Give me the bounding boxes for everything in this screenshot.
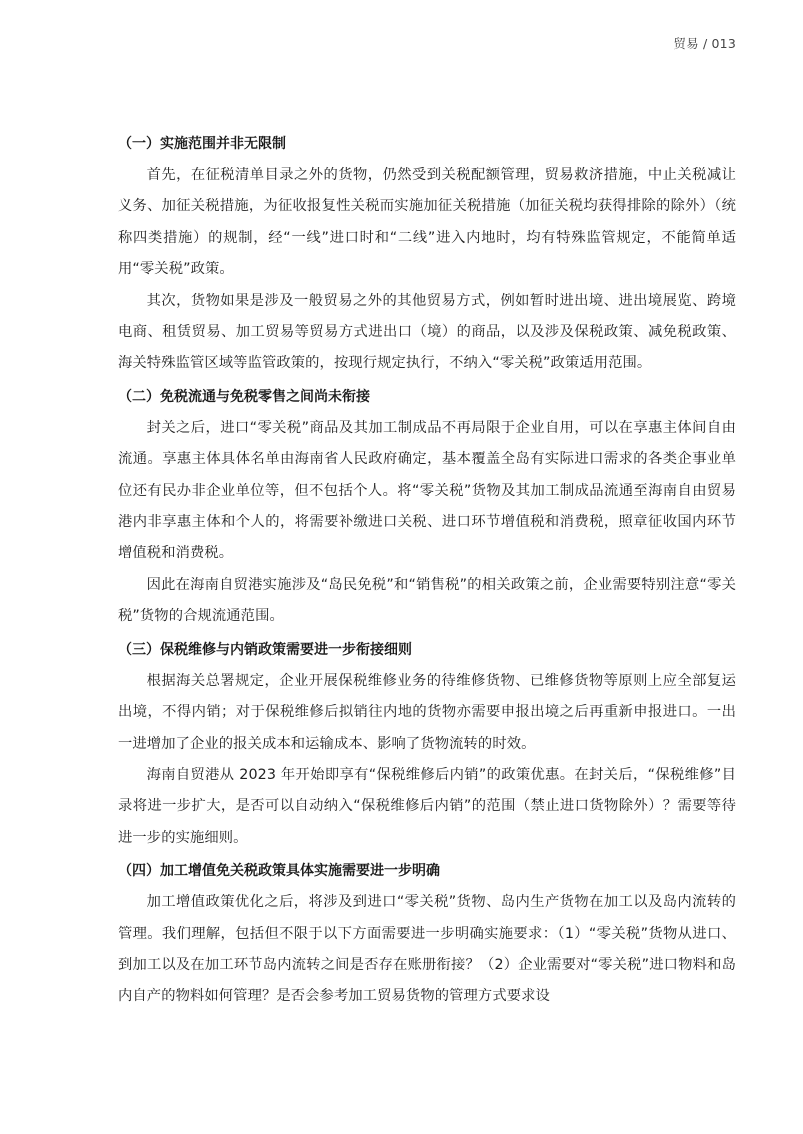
paragraph: 加工增值政策优化之后，将涉及到进口“零关税”货物、岛内生产货物在加工以及岛内流转的管理。我们理解，包括但不限于以下方面需要进一步明确实施要求：（1）“零关税”货物从进口、到加工以及在加工环节岛内流转之间是否存在账册衔接？（2）企业需要对“零关税”进口物料和岛内自产的物料如何管理？是否会参考加工贸易货物的管理方式要求设	[118, 894, 736, 1005]
document-body	[118, 128, 736, 1013]
section-heading: （二）免税流通与免税零售之间尚未衔接	[118, 388, 370, 405]
paragraph: 根据海关总署规定，企业开展保税维修业务的待维修货物、已维修货物等原则上应全部复运出境，不得内销；对于保税维修后拟销往内地的货物亦需要申报出境之后再重新申报进口。一出一进增加了企业的报关成本和运输成本、影响了货物流转的时效。	[118, 672, 736, 752]
paragraph: 首先，在征税清单目录之外的货物，仍然受到关税配额管理，贸易救济措施，中止关税减让义务、加征关税措施，为征收报复性关税而实施加征关税措施（加征关税均获得排除的除外）（统称四类措施）的规制，经“一线”进口时和“二线”进入内地时，均有特殊监管规定，不能简单适用“零关税”政策。	[118, 167, 736, 278]
section-heading: （三）保税维修与内销政策需要进一步衔接细则	[118, 641, 412, 658]
paragraph: 封关之后，进口“零关税”商品及其加工制成品不再局限于企业自用，可以在享惠主体间自由流通。享惠主体具体名单由海南省人民政府确定，基本覆盖全岛有实际进口需求的各类企事业单位还有民办非企业单位等，但不包括个人。将“零关税”货物及其加工制成品流通至海南自由贸易港内非享惠主体和个人的，将需要补缴进口关税、进口环节增值税和消费税，照章征收国内环节增值税和消费税。	[118, 419, 736, 562]
section-heading: （一）实施范围并非无限制	[118, 136, 286, 152]
section-heading: （四）加工增值免关税政策具体实施需要进一步明确	[118, 863, 440, 880]
page-header: 贸易 / 013	[673, 36, 736, 51]
paragraph: 因此在海南自贸港实施涉及“岛民免税”和“销售税”的相关政策之前，企业需要特别注意“零关税”货物的合规流通范围。	[118, 576, 736, 625]
paragraph: 其次，货物如果是涉及一般贸易之外的其他贸易方式，例如暂时进出境、进出境展览、跨境电商、租赁贸易、加工贸易等贸易方式进出口（境）的商品，以及涉及保税政策、减免税政策、海关特殊监管区域等监管政策的，按现行规定执行，不纳入“零关税”政策适用范围。	[118, 292, 736, 372]
paragraph: 海南自贸港从 2023 年开始即享有“保税维修后内销”的政策优惠。在封关后，“保税维修”目录将进一步扩大，是否可以自动纳入“保税维修后内销”的范围（禁止进口货物除外）？需要等待进一步的实施细则。	[118, 766, 736, 846]
